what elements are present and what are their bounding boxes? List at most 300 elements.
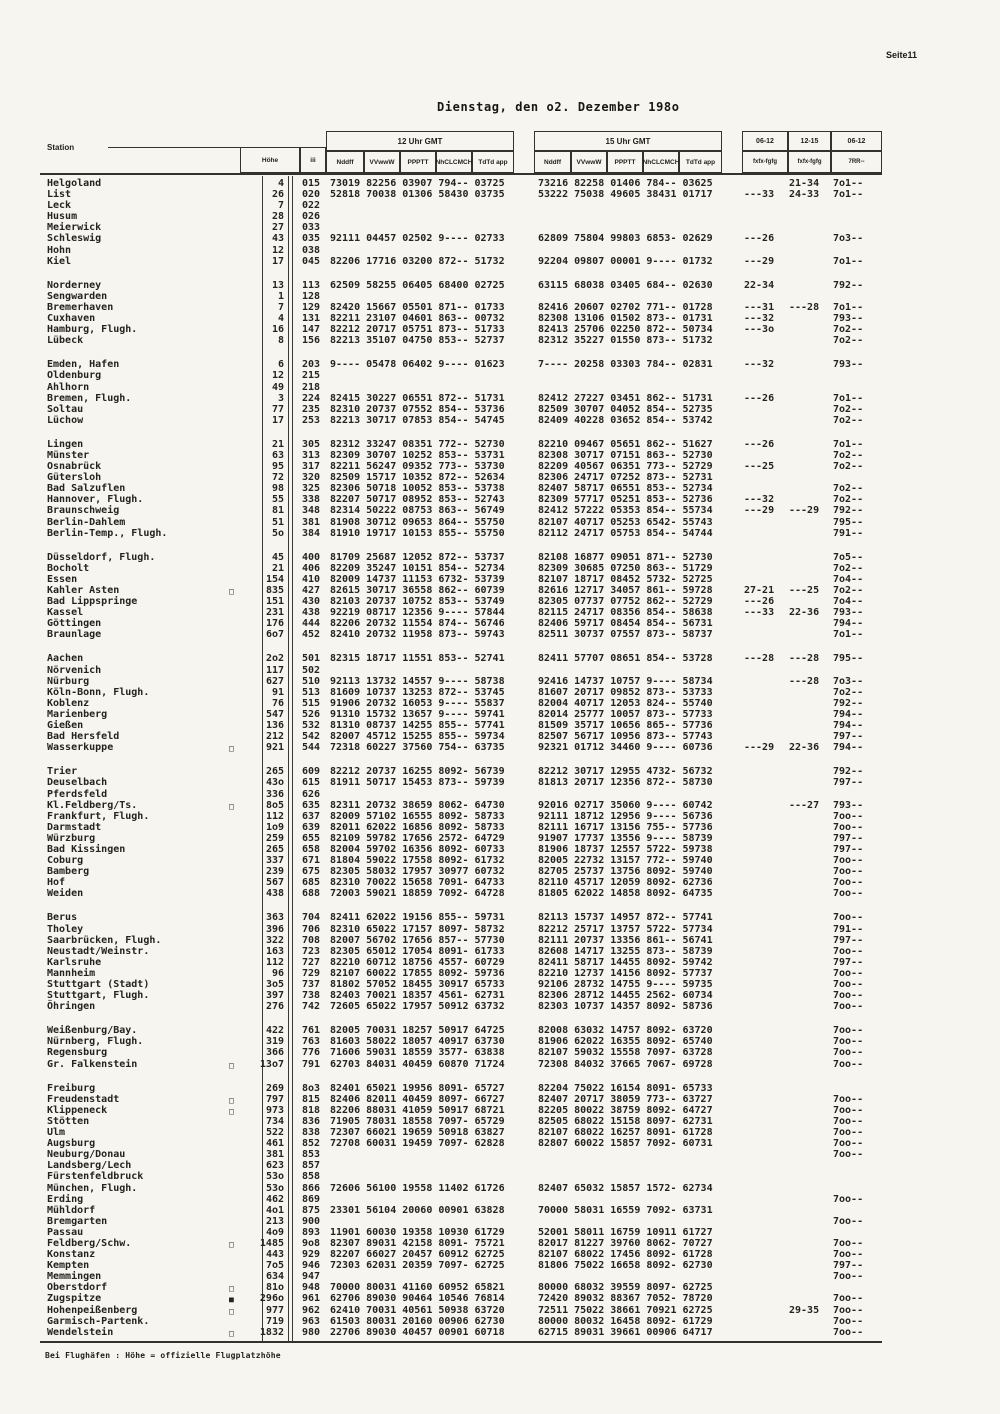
station-name: Karlsruhe (47, 956, 102, 968)
obs-15gmt: 82303 10737 14357 8092- 58736 (538, 1001, 713, 1013)
wind-06-12: ---29 (744, 255, 775, 267)
station-elevation: 1485 (259, 1237, 284, 1249)
obs-15gmt: 82608 14717 13255 873-- 58739 (538, 945, 713, 957)
obs-15gmt: 82306 28712 14455 2562- 60734 (538, 990, 713, 1002)
station-elevation: 53o (265, 1171, 284, 1183)
obs-15gmt: 53222 75038 49605 38431 01717 (538, 189, 713, 201)
precip-06-12: 7oo-- (833, 979, 864, 990)
obs-12gmt: 82009 14737 11153 6732- 53739 (330, 573, 505, 585)
station-elevation: 231 (265, 607, 284, 619)
obs-15gmt: 82205 80022 38759 8092- 64727 (538, 1104, 713, 1116)
precip-06-12: 792-- (833, 766, 864, 778)
table-row (0, 211, 1000, 222)
station-name: Neuburg/Donau (47, 1149, 126, 1161)
table-row (0, 1183, 1000, 1194)
precip-06-12: 7oo-- (833, 855, 864, 867)
station-number: 708 (302, 934, 321, 946)
precip-06-12: 7oo-- (833, 1093, 864, 1105)
table-row (0, 1249, 1000, 1260)
station-elevation: 2o2 (265, 653, 284, 665)
table-row (0, 935, 1000, 946)
obs-15gmt: 82511 30737 07557 873-- 58737 (538, 629, 713, 641)
precip-06-12: 7o2-- (833, 403, 864, 415)
table-row (0, 1149, 1000, 1160)
table-row (0, 1036, 1000, 1047)
station-elevation: 26 (271, 189, 284, 201)
station-group (0, 552, 1000, 641)
station-elevation: 239 (265, 866, 284, 878)
station-elevation: 623 (265, 1160, 284, 1172)
station-group (0, 1025, 1000, 1069)
station-elevation: 53o (265, 1182, 284, 1194)
precip-06-12: 797-- (833, 956, 864, 968)
station-name: Helgoland (47, 178, 102, 189)
station-number: 961 (302, 1293, 321, 1305)
table-row (0, 291, 1000, 302)
obs-12gmt: 82207 50717 08952 853-- 52743 (330, 494, 505, 506)
footnote: Bei Flughäfen : Höhe = offizielle Flugplatzhöhe (45, 1351, 281, 1360)
station-elevation: 461 (265, 1138, 284, 1150)
obs-15gmt: 82407 65032 15857 1572- 62734 (538, 1182, 713, 1194)
table-row (0, 450, 1000, 461)
obs-15gmt: 82412 57222 05353 854-- 55734 (538, 505, 713, 517)
wind-06-12: ---33 (744, 607, 775, 619)
station-number: 128 (302, 290, 321, 302)
station-elevation: 112 (265, 956, 284, 968)
precip-06-12: 7o1-- (833, 438, 864, 450)
station-number: 526 (302, 708, 321, 720)
station-elevation: 21 (271, 562, 284, 574)
precip-06-12: 7o2-- (833, 483, 864, 495)
station-elevation: 276 (265, 1001, 284, 1013)
precip-06-12: 7o2-- (833, 585, 864, 596)
obs-12gmt: 92111 04457 02502 9---- 02733 (330, 233, 505, 245)
table-row (0, 1238, 1000, 1249)
wind-12-15: 24-33 (789, 189, 820, 201)
station-elevation: 438 (265, 888, 284, 900)
precip-06-12: 7o3-- (833, 675, 864, 687)
station-name: Braunlage (47, 629, 102, 641)
table-row (0, 189, 1000, 200)
station-elevation: 1832 (259, 1326, 284, 1338)
station-elevation: 6o7 (265, 629, 284, 641)
station-name: Hamburg, Flugh. (47, 324, 138, 336)
summary-header-title-0: 06-12 (742, 131, 788, 151)
wind-12-15: ---25 (789, 585, 820, 596)
obs-15gmt: 82416 20607 02702 771-- 01728 (538, 301, 713, 313)
obs-12gmt: 22706 89030 40457 00901 60718 (330, 1326, 505, 1338)
precip-06-12: 7oo-- (833, 945, 864, 957)
mountain-station-marker: □ (229, 744, 234, 754)
station-elevation: 835 (265, 585, 284, 596)
station-number: 980 (302, 1326, 321, 1338)
station-name: Kahler Asten (47, 585, 120, 596)
obs-15gmt: 82412 27227 03451 862-- 51731 (538, 392, 713, 404)
station-elevation: 81o (265, 1282, 284, 1294)
obs-12gmt: 82311 20732 38659 8062- 64730 (330, 799, 505, 811)
station-name: Kempten (47, 1260, 90, 1272)
obs-12gmt: 62509 58255 06405 68400 02725 (330, 279, 505, 291)
obs-12gmt: 82314 50222 08753 863-- 56749 (330, 505, 505, 517)
obs-12gmt: 23301 56104 20060 00901 63828 (330, 1204, 505, 1216)
table-row (0, 789, 1000, 800)
precip-06-12: 7o2-- (833, 449, 864, 461)
obs-15gmt: 82705 25737 13756 8092- 59740 (538, 866, 713, 878)
obs-12gmt: 82011 62022 16856 8092- 58733 (330, 821, 505, 833)
obs-15gmt: 82411 57707 08651 854-- 53728 (538, 653, 713, 665)
station-name: List (47, 189, 72, 201)
wind-06-12: ---3o (744, 324, 775, 336)
station-number: 406 (302, 562, 321, 574)
station-name: Nürburg (47, 675, 90, 687)
station-name: Gütersloh (47, 472, 102, 484)
obs-12gmt: 72708 60031 19459 7097- 62828 (330, 1138, 505, 1150)
table-row (0, 563, 1000, 574)
station-elevation: 567 (265, 877, 284, 889)
precip-06-12: 792-- (833, 505, 864, 517)
station-name: Aachen (47, 653, 84, 665)
station-name: Koblenz (47, 697, 90, 709)
station-elevation: 921 (265, 742, 284, 754)
station-elevation: 7 (277, 301, 284, 313)
column-header-hoehe: Höhe (240, 147, 300, 173)
station-name: Stuttgart (Stadt) (47, 979, 150, 990)
obs-12gmt: 82207 66027 20457 60912 62725 (330, 1249, 505, 1261)
table-row (0, 472, 1000, 483)
subcolumn-header-15gmt-0: Nddff (534, 151, 571, 173)
obs-12gmt: 82213 30717 07853 854-- 54745 (330, 414, 505, 426)
wind-06-12: ---32 (744, 313, 775, 325)
station-elevation: 366 (265, 1047, 284, 1059)
table-row (0, 1116, 1000, 1127)
station-name: Bremgarten (47, 1215, 108, 1227)
wind-06-12: ---26 (744, 596, 775, 608)
table-row (0, 256, 1000, 267)
column-header-iii: iii (300, 147, 326, 173)
station-name: Bad Lippspringe (47, 596, 138, 608)
station-number: 929 (302, 1249, 321, 1261)
table-row (0, 698, 1000, 709)
obs-12gmt: 81804 59022 17558 8092- 61732 (330, 855, 505, 867)
precip-06-12: 7o1-- (833, 629, 864, 641)
wind-06-12: ---29 (744, 505, 775, 517)
precip-06-12: 7oo-- (833, 990, 864, 1002)
precip-06-12: 7o2-- (833, 494, 864, 506)
precip-06-12: 794-- (833, 708, 864, 720)
wind-06-12: ---32 (744, 494, 775, 506)
wind-12-15: ---27 (789, 799, 820, 811)
obs-15gmt: 92106 28732 14755 9---- 59735 (538, 979, 713, 990)
precip-06-12: 7oo-- (833, 1149, 864, 1161)
station-number: 869 (302, 1193, 321, 1205)
wind-06-12: ---33 (744, 189, 775, 201)
station-group (0, 653, 1000, 753)
station-number: 9o8 (302, 1237, 321, 1249)
obs-15gmt: 82115 24717 08356 854-- 58638 (538, 607, 713, 619)
precip-06-12: 7o2-- (833, 461, 864, 473)
precip-06-12: 7o2-- (833, 686, 864, 698)
obs-12gmt: 82306 50718 10052 853-- 53738 (330, 483, 505, 495)
obs-12gmt: 82406 82011 40459 8097- 66727 (330, 1093, 505, 1105)
mountain-station-marker: □ (229, 1106, 234, 1116)
station-name: Meierwick (47, 222, 102, 234)
table-row (0, 822, 1000, 833)
table-row (0, 855, 1000, 866)
obs-12gmt: 91906 20732 16053 9---- 55837 (330, 697, 505, 709)
station-number: 235 (302, 403, 321, 415)
table-row (0, 742, 1000, 753)
precip-06-12: 797-- (833, 777, 864, 789)
obs-12gmt: 82309 30707 10252 853-- 53731 (330, 449, 505, 461)
station-number: 776 (302, 1047, 321, 1059)
station-elevation: 43 (271, 233, 284, 245)
station-name: Bocholt (47, 562, 90, 574)
station-name: Marienberg (47, 708, 108, 720)
station-number: 853 (302, 1149, 321, 1161)
table-row (0, 528, 1000, 539)
summary-header-sub-1: fxfx-fgfg (788, 151, 831, 173)
station-number: 348 (302, 505, 321, 517)
table-row (0, 1282, 1000, 1293)
station-name: Göttingen (47, 618, 102, 630)
station-elevation: 6 (277, 359, 284, 371)
wind-12-15: ---28 (789, 675, 820, 687)
station-name: Ahlhorn (47, 381, 90, 393)
precip-06-12: 7o4-- (833, 596, 864, 608)
station-number: 203 (302, 359, 321, 371)
station-elevation: 17 (271, 255, 284, 267)
table-row (0, 866, 1000, 877)
obs-12gmt: 72003 59021 18859 7092- 64728 (330, 888, 505, 900)
obs-15gmt: 82616 12717 34057 861-- 59728 (538, 585, 713, 596)
station-elevation: 265 (265, 843, 284, 855)
station-number: 501 (302, 653, 321, 665)
obs-12gmt: 82206 20732 11554 874-- 56746 (330, 618, 505, 630)
station-number: 948 (302, 1282, 321, 1294)
table-row (0, 461, 1000, 472)
station-number: 035 (302, 233, 321, 245)
station-number: 609 (302, 766, 321, 778)
obs-15gmt: 81805 62022 14858 8092- 64735 (538, 888, 713, 900)
obs-12gmt: 62410 70031 40561 50938 63720 (330, 1304, 505, 1316)
table-row (0, 687, 1000, 698)
station-elevation: 381 (265, 1149, 284, 1161)
table-row (0, 1293, 1000, 1304)
obs-15gmt: 82107 40717 05253 6542- 55743 (538, 516, 713, 528)
station-elevation: 212 (265, 731, 284, 743)
station-elevation: 8 (277, 335, 284, 347)
station-name: Stuttgart, Flugh. (47, 990, 150, 1002)
station-name: Soltau (47, 403, 84, 415)
obs-15gmt: 72511 75022 38661 70921 62725 (538, 1304, 713, 1316)
obs-12gmt: 71905 78031 18558 7097- 65729 (330, 1115, 505, 1127)
station-name: Lübeck (47, 335, 84, 347)
station-name: Hof (47, 877, 66, 889)
precip-06-12: 7oo-- (833, 1326, 864, 1338)
precip-06-12: 7o3-- (833, 233, 864, 245)
station-number: 129 (302, 301, 321, 313)
station-elevation: 77 (271, 403, 284, 415)
table-row (0, 1083, 1000, 1094)
station-elevation: 28 (271, 211, 284, 223)
page-number: Seite11 (886, 50, 918, 60)
obs-15gmt: 92416 14737 10757 9---- 58734 (538, 675, 713, 687)
station-number: 8o3 (302, 1082, 321, 1094)
obs-12gmt: 81910 19717 10153 855-- 55750 (330, 527, 505, 539)
station-group (0, 766, 1000, 899)
table-row (0, 833, 1000, 844)
obs-12gmt: 71606 59031 18559 3577- 63838 (330, 1047, 505, 1059)
obs-15gmt: 82507 56717 10956 873-- 57743 (538, 731, 713, 743)
wind-06-12: ---31 (744, 301, 775, 313)
station-number: 156 (302, 335, 321, 347)
wind-06-12: 27-21 (744, 585, 775, 596)
obs-12gmt: 82509 15717 10352 872-- 52634 (330, 472, 505, 484)
precip-06-12: 7oo-- (833, 1215, 864, 1227)
mountain-station-marker: □ (229, 1060, 234, 1070)
obs-15gmt: 82407 58717 06551 853-- 52734 (538, 483, 713, 495)
table-row (0, 1025, 1000, 1036)
station-name: Düsseldorf, Flugh. (47, 551, 156, 563)
table-row (0, 483, 1000, 494)
station-number: 761 (302, 1025, 321, 1037)
obs-15gmt: 81509 35717 10656 865-- 57736 (538, 720, 713, 732)
station-elevation: 16 (271, 324, 284, 336)
precip-06-12: 7oo-- (833, 810, 864, 822)
station-elevation: 422 (265, 1025, 284, 1037)
obs-12gmt: 82310 70022 15658 7091- 64733 (330, 877, 505, 889)
station-name: Pferdsfeld (47, 788, 108, 800)
table-row (0, 574, 1000, 585)
station-elevation: 4o1 (265, 1204, 284, 1216)
station-name: Münster (47, 449, 90, 461)
table-row (0, 1260, 1000, 1271)
station-number: 313 (302, 449, 321, 461)
station-elevation: 176 (265, 618, 284, 630)
obs-12gmt: 82103 20737 10752 853-- 53749 (330, 596, 505, 608)
obs-12gmt: 91310 15732 13657 9---- 59741 (330, 708, 505, 720)
precip-06-12: 7oo-- (833, 1237, 864, 1249)
station-elevation: 719 (265, 1315, 284, 1327)
mountain-station-marker: □ (229, 587, 234, 596)
subcolumn-header-12gmt-4: TdTd app (472, 151, 514, 173)
obs-12gmt: 81709 25687 12052 872-- 53737 (330, 551, 505, 563)
obs-15gmt: 82017 81227 39760 8062- 70727 (538, 1237, 713, 1249)
table-row (0, 1194, 1000, 1205)
station-number: 658 (302, 843, 321, 855)
precip-06-12: 7o2-- (833, 562, 864, 574)
table-row (0, 505, 1000, 516)
obs-12gmt: 72303 62031 20359 7097- 62725 (330, 1260, 505, 1272)
table-row (0, 990, 1000, 1001)
obs-15gmt: 82807 60022 15857 7092- 60731 (538, 1138, 713, 1150)
obs-12gmt: 82212 20737 16255 8092- 56739 (330, 766, 505, 778)
precip-06-12: 7oo-- (833, 1249, 864, 1261)
station-elevation: 363 (265, 912, 284, 924)
station-elevation: 63 (271, 449, 284, 461)
station-elevation: 213 (265, 1215, 284, 1227)
obs-15gmt: 82305 07737 07752 862-- 52729 (538, 596, 713, 608)
station-name: Hohn (47, 244, 72, 256)
station-name: Passau (47, 1226, 84, 1238)
station-name: Würzburg (47, 832, 96, 844)
table-bottom-rule (40, 1341, 882, 1343)
obs-15gmt: 82005 22732 13157 772-- 59740 (538, 855, 713, 867)
station-name: Mannheim (47, 967, 96, 979)
station-elevation: 1o9 (265, 821, 284, 833)
station-name: Berlin-Dahlem (47, 516, 126, 528)
station-elevation: 45 (271, 551, 284, 563)
obs-15gmt: 92111 18712 12956 9---- 56736 (538, 810, 713, 822)
table-row (0, 1216, 1000, 1227)
table-row (0, 335, 1000, 346)
station-name: Ulm (47, 1127, 66, 1139)
station-name: Landsberg/Lech (47, 1160, 132, 1172)
table-row (0, 233, 1000, 244)
table-row (0, 676, 1000, 687)
station-name: Oberstdorf (47, 1282, 108, 1294)
table-row (0, 607, 1000, 618)
obs-15gmt: 92321 01712 34460 9---- 60736 (538, 742, 713, 754)
obs-15gmt: 63115 68038 03405 684-- 02630 (538, 279, 713, 291)
table-row (0, 585, 1000, 596)
obs-15gmt: 82308 13106 01502 873-- 01731 (538, 313, 713, 325)
station-elevation: 634 (265, 1271, 284, 1283)
obs-15gmt: 80000 80032 16458 8092- 61729 (538, 1315, 713, 1327)
station-elevation: 154 (265, 573, 284, 585)
station-name: Bremen, Flugh. (47, 392, 132, 404)
station-elevation: 259 (265, 832, 284, 844)
table-row (0, 811, 1000, 822)
station-elevation: 522 (265, 1127, 284, 1139)
obs-15gmt: 82107 68022 16257 8091- 61728 (538, 1127, 713, 1139)
station-name: Gr. Falkenstein (47, 1058, 138, 1070)
station-name: Kl.Feldberg/Ts. (47, 799, 138, 811)
table-row (0, 1059, 1000, 1070)
station-number: 338 (302, 494, 321, 506)
wind-06-12: 22-34 (744, 279, 775, 291)
station-number: 026 (302, 211, 321, 223)
table-row (0, 1316, 1000, 1327)
station-group (0, 359, 1000, 426)
station-number: 502 (302, 664, 321, 676)
column-header-station: Station (47, 143, 75, 152)
station-number: 838 (302, 1127, 321, 1139)
station-name: Nörvenich (47, 664, 102, 676)
obs-15gmt: 82111 16717 13156 755-- 57736 (538, 821, 713, 833)
table-row (0, 178, 1000, 189)
obs-15gmt: 82107 59032 15558 7097- 63728 (538, 1047, 713, 1059)
obs-15gmt: 62809 75804 99803 6853- 02629 (538, 233, 713, 245)
station-elevation: 13o7 (259, 1058, 284, 1070)
station-elevation: 27 (271, 222, 284, 234)
station-name: Zugspitze (47, 1293, 102, 1305)
station-name: Osnabrück (47, 461, 102, 473)
wind-06-12: ---26 (744, 392, 775, 404)
summary-header-sub-2: 7RR-- (831, 151, 882, 173)
station-name: Wendelstein (47, 1326, 114, 1338)
table-row (0, 494, 1000, 505)
obs-12gmt: 82209 35247 10151 854-- 52734 (330, 562, 505, 574)
station-name: Deuselbach (47, 777, 108, 789)
station-elevation: 13 (271, 279, 284, 291)
station-elevation: 322 (265, 934, 284, 946)
station-elevation: 136 (265, 720, 284, 732)
station-number: 900 (302, 1215, 321, 1227)
station-name: Mühldorf (47, 1204, 96, 1216)
precip-06-12: 795-- (833, 653, 864, 665)
station-elevation: 265 (265, 766, 284, 778)
